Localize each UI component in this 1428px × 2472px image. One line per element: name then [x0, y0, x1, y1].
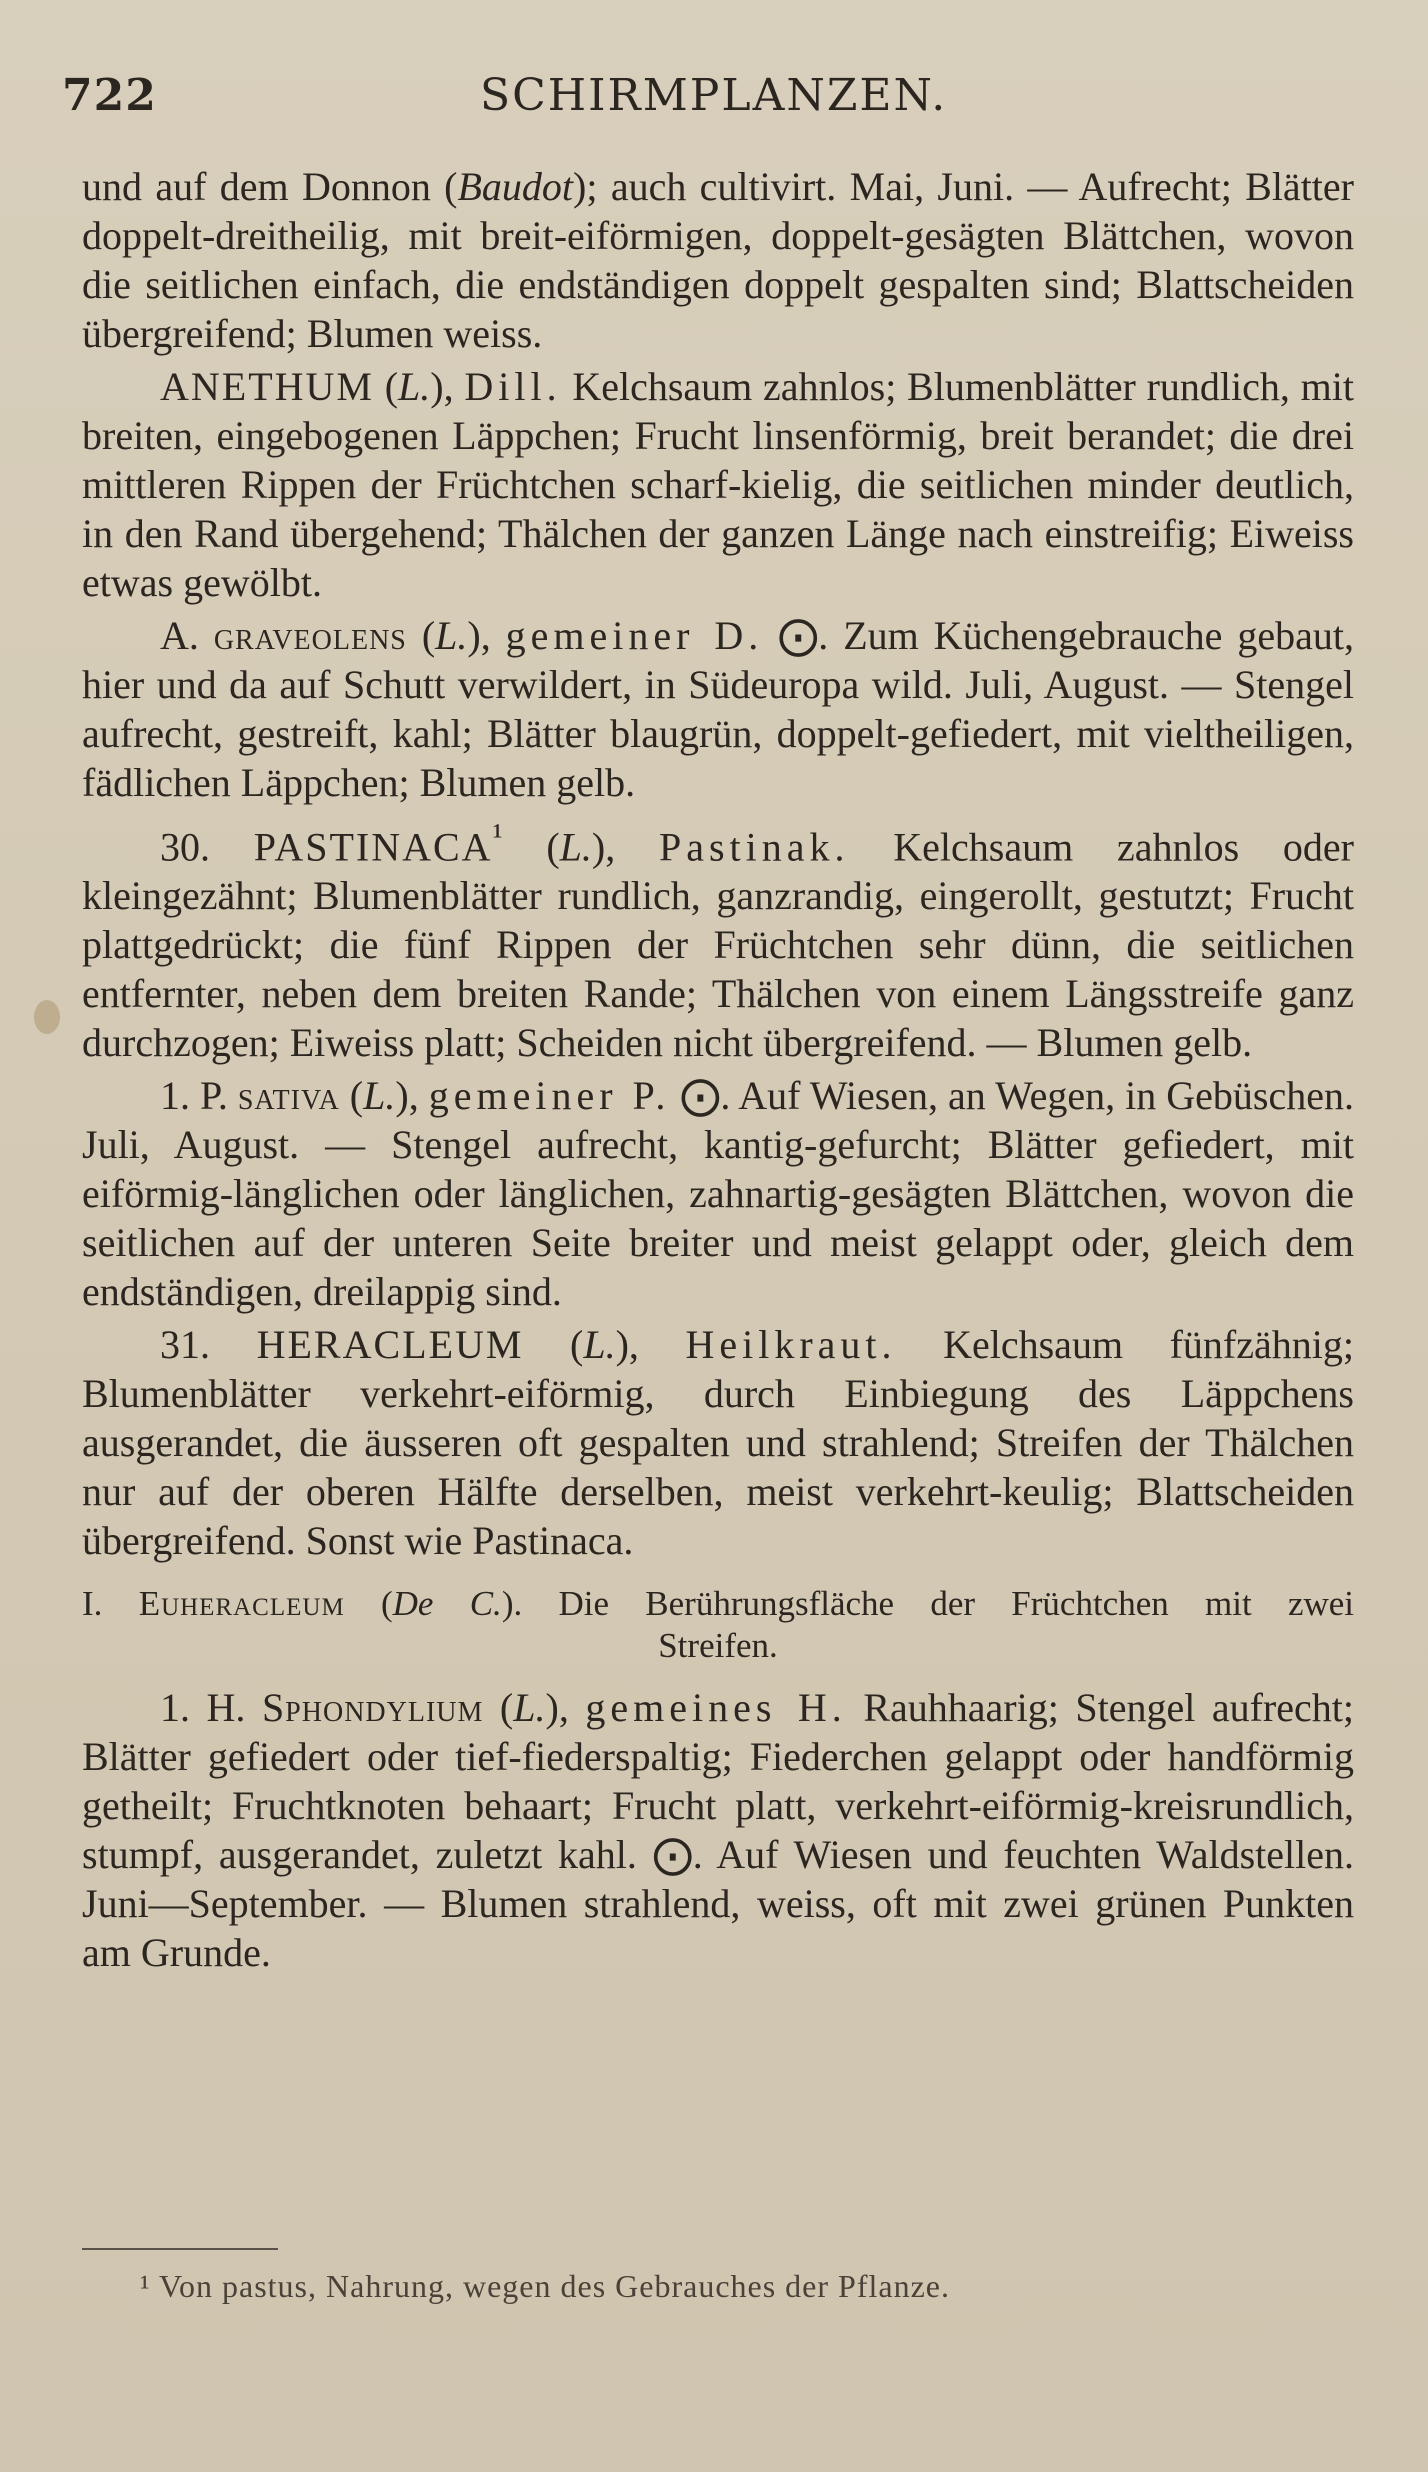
genus-anethum: ANETHUM (L.), Dill. Kelchsaum zahnlos; Blumenblätter rundlich, mit breiten, eingebogenen Läppchen; Frucht linsenförmig, breit berandet; die drei mittleren Rippen der Früchtchen scharf-kielig, die seitlichen minder deutlich, in den Rand übergehend; Thälchen der ganzen Länge nach einstreifig; Eiweiss etwas gewölbt.	[82, 364, 1354, 605]
running-title: SCHIRMPLANZEN.	[480, 70, 948, 121]
species-anethum-graveolens: A. graveolens (L.), gemeiner D. ⨀. Zum Küchengebrauche gebaut, hier und da auf Schutt verwildert, in Südeuropa wild. Juli, August. — Stengel aufrecht, gestreift, kahl; Blätter blaugrün, doppelt-gefiedert, mit vieltheiligen, fädlichen Läppchen; Blumen gelb.	[82, 613, 1354, 805]
paragraph-continuation: und auf dem Donnon (Baudot); auch cultivirt. Mai, Juni. — Aufrecht; Blätter doppelt-dreitheilig, mit breit-eiförmigen, doppelt-gesägten Blättchen, wovon die seitlichen einfach, die endständigen doppelt gespalten sind; Blattscheiden übergreifend; Blumen weiss.	[82, 164, 1354, 356]
genus-pastinaca: 30. $PASTINACA^{^1}$ (L.), Pastinak. Kelchsaum zahnlos oder kleingezähnt; Blumenblätter rundlich, ganzrandig, eingerollt, gestutzt; Frucht plattgedrückt; die fünf Rippen der Früchtchen sehr dünn, die seitlichen entfernter, neben dem breiten Rande; Thälchen von einem Längsstreife ganz durchzogen; Eiweiss platt; Scheiden nicht übergreifend. — Blumen gelb.	[82, 817, 1354, 1066]
page-body	[82, 162, 1354, 1981]
page-number: 722	[62, 70, 157, 121]
footnote-divider	[82, 2248, 278, 2250]
footnote: ¹ Von pastus, Nahrung, wegen des Gebrauches der Pflanze.	[140, 2268, 950, 2304]
ink-stain	[34, 1000, 60, 1034]
footnote-marker: ¹	[492, 817, 503, 854]
species-heracleum-sphondylium: 1. H. Sphondylium (L.), gemeines H. Rauhhaarig; Stengel aufrecht; Blätter gefiedert oder tief-fiederspaltig; Fiederchen gelappt oder handförmig getheilt; Fruchtknoten behaart; Frucht platt, verkehrt-eiförmig-kreisrundlich, stumpf, ausgerandet, zuletzt kahl. ⨀. Auf Wiesen und feuchten Waldstellen. Juni—September. — Blumen strahlend, weiss, oft mit zwei grünen Punkten am Grunde.	[82, 1685, 1354, 1976]
species-pastinaca-sativa: 1. P. sativa (L.), gemeiner P. ⨀. Auf Wiesen, an Wegen, in Gebüschen. Juli, August. — Stengel aufrecht, kantig-gefurcht; Blätter gefiedert, mit eiförmig-länglichen oder länglichen, zahnartig-gesägten Blättchen, wovon die seitlichen auf der unteren Seite breiter und meist gelappt oder, gleich dem endständigen, dreilappig sind.	[82, 1073, 1355, 1315]
page-header	[62, 70, 1362, 130]
section-heading-euheracleum: I. Euheracleum (De C.). Die Berührungsfläche der Früchtchen mit zwei Streifen.	[82, 1584, 1355, 1666]
genus-heracleum: 31. HERACLEUM (L.), Heilkraut. Kelchsaum fünfzähnig; Blumenblätter verkehrt-eiförmig, durch Einbiegung des Läppchens ausgerandet, die äusseren oft gespalten und strahlend; Streifen der Thälchen nur auf der oberen Hälfte derselben, meist verkehrt-keulig; Blattscheiden übergreifend. Sonst wie Pastinaca.	[82, 1322, 1354, 1564]
